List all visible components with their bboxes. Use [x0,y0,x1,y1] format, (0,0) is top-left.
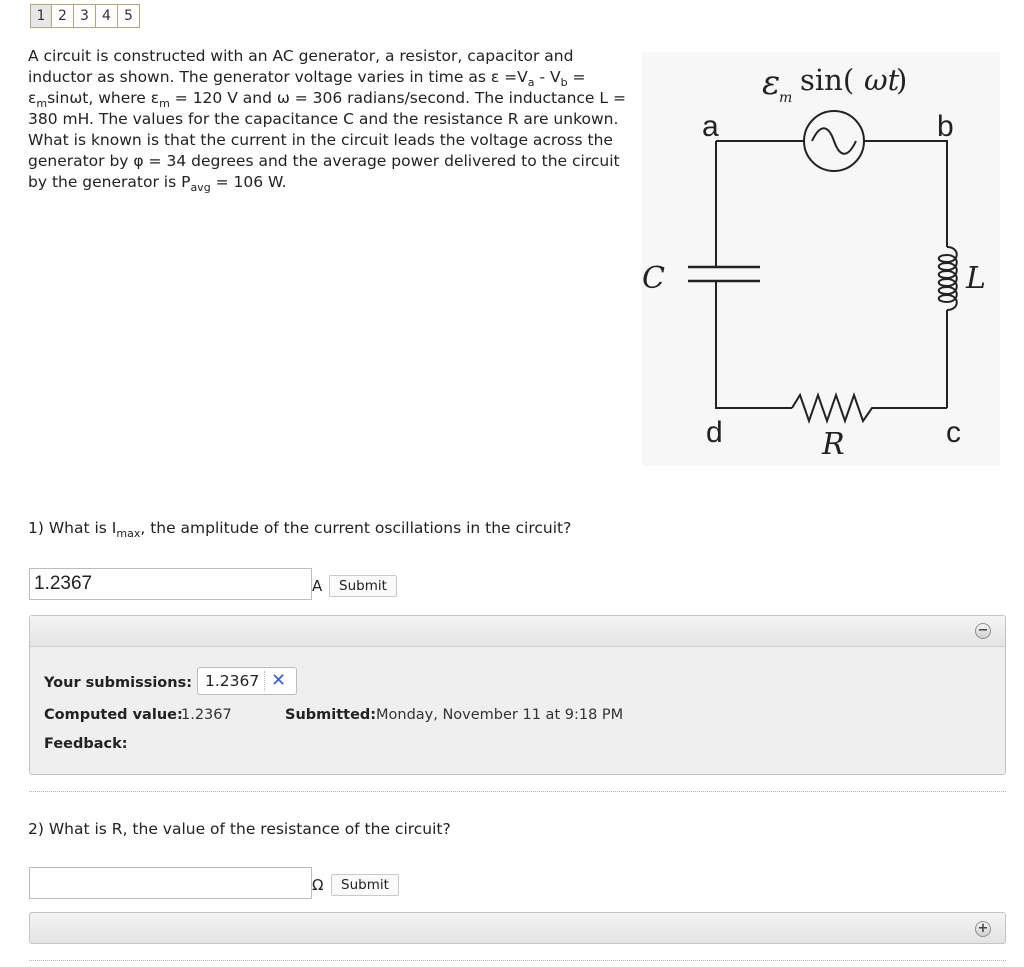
source-label-close: ) [896,63,908,97]
q2-unit: Ω [312,876,324,894]
tab-3[interactable]: 3 [74,4,96,28]
label-resistor: R [822,427,845,462]
computed-value-label: Computed value: [44,707,183,723]
source-label-omega-t: ωt [864,63,900,97]
q1-feedback-panel [29,615,1006,775]
node-c: c [946,416,961,449]
q2-feedback-panel[interactable] [29,912,1006,944]
q2-answer-input[interactable] [29,867,312,899]
submitted-timestamp: Monday, November 11 at 9:18 PM [376,707,624,723]
circuit-svg [642,52,1000,466]
label-inductor: L [966,261,986,296]
feedback-label: Feedback: [44,736,128,752]
q2-submit-button[interactable]: Submit [331,874,399,896]
question-1: 1) What is $I_{max}$, the amplitude of the current oscillations in the circuit? [28,519,572,540]
submitted-label: Submitted: [285,707,377,723]
emf-subscript: m [779,90,793,106]
source-label-sin: sin( [800,63,855,97]
node-a: a [702,110,719,143]
wire-left-bottom [716,281,792,408]
submissions-label: Your submissions: [44,675,193,691]
question-2: 2) What is R, the value of the resistance of the circuit? [28,820,451,838]
wire-top-right [864,141,947,247]
computed-value: 1.2367 [181,707,232,723]
emf-symbol: ε [762,63,781,103]
tab-4[interactable]: 4 [96,4,118,28]
label-capacitor: C [642,261,665,296]
q1-submit-button[interactable]: Submit [329,575,397,597]
q1-panel-header[interactable] [30,616,1005,647]
submission-chip [197,667,297,695]
circuit-diagram [642,52,1000,466]
problem-tabs [30,4,140,28]
collapse-icon[interactable]: − [975,623,991,639]
problem-statement: A circuit is constructed with an AC generator, a resistor, capacitor and inductor as shown. The generator voltage varies in time as $\varepsilon =V_a - V_b = \varepsilon_m\sin\omega t$, where $\varepsilon_m = 120$ V and ω = 306 radians/second. The inductance L = 380 mH. The values for the capacitance C and the resistance R are unkown. What is known is that the current in the circuit leads the voltage across the generator by φ = 34 degrees and the average power delivered to the circuit by the generator is $P_{avg} = 106$ W. [28,47,626,194]
section-divider-1 [29,791,1006,792]
resistor-zigzag [792,395,947,421]
q1-answer-input[interactable] [29,568,312,600]
node-b: b [937,110,954,143]
chip-divider [264,671,265,691]
tab-1[interactable]: 1 [30,4,52,28]
node-d: d [706,416,723,449]
incorrect-x-icon: ✕ [271,670,287,691]
tab-2[interactable]: 2 [52,4,74,28]
section-divider-2 [29,960,1006,961]
submission-value: 1.2367 [205,672,260,690]
expand-icon[interactable]: + [975,921,991,937]
tab-5[interactable]: 5 [118,4,140,28]
inductor-coil [939,247,957,310]
ac-source-wave [812,128,856,154]
q1-unit: A [312,577,323,595]
